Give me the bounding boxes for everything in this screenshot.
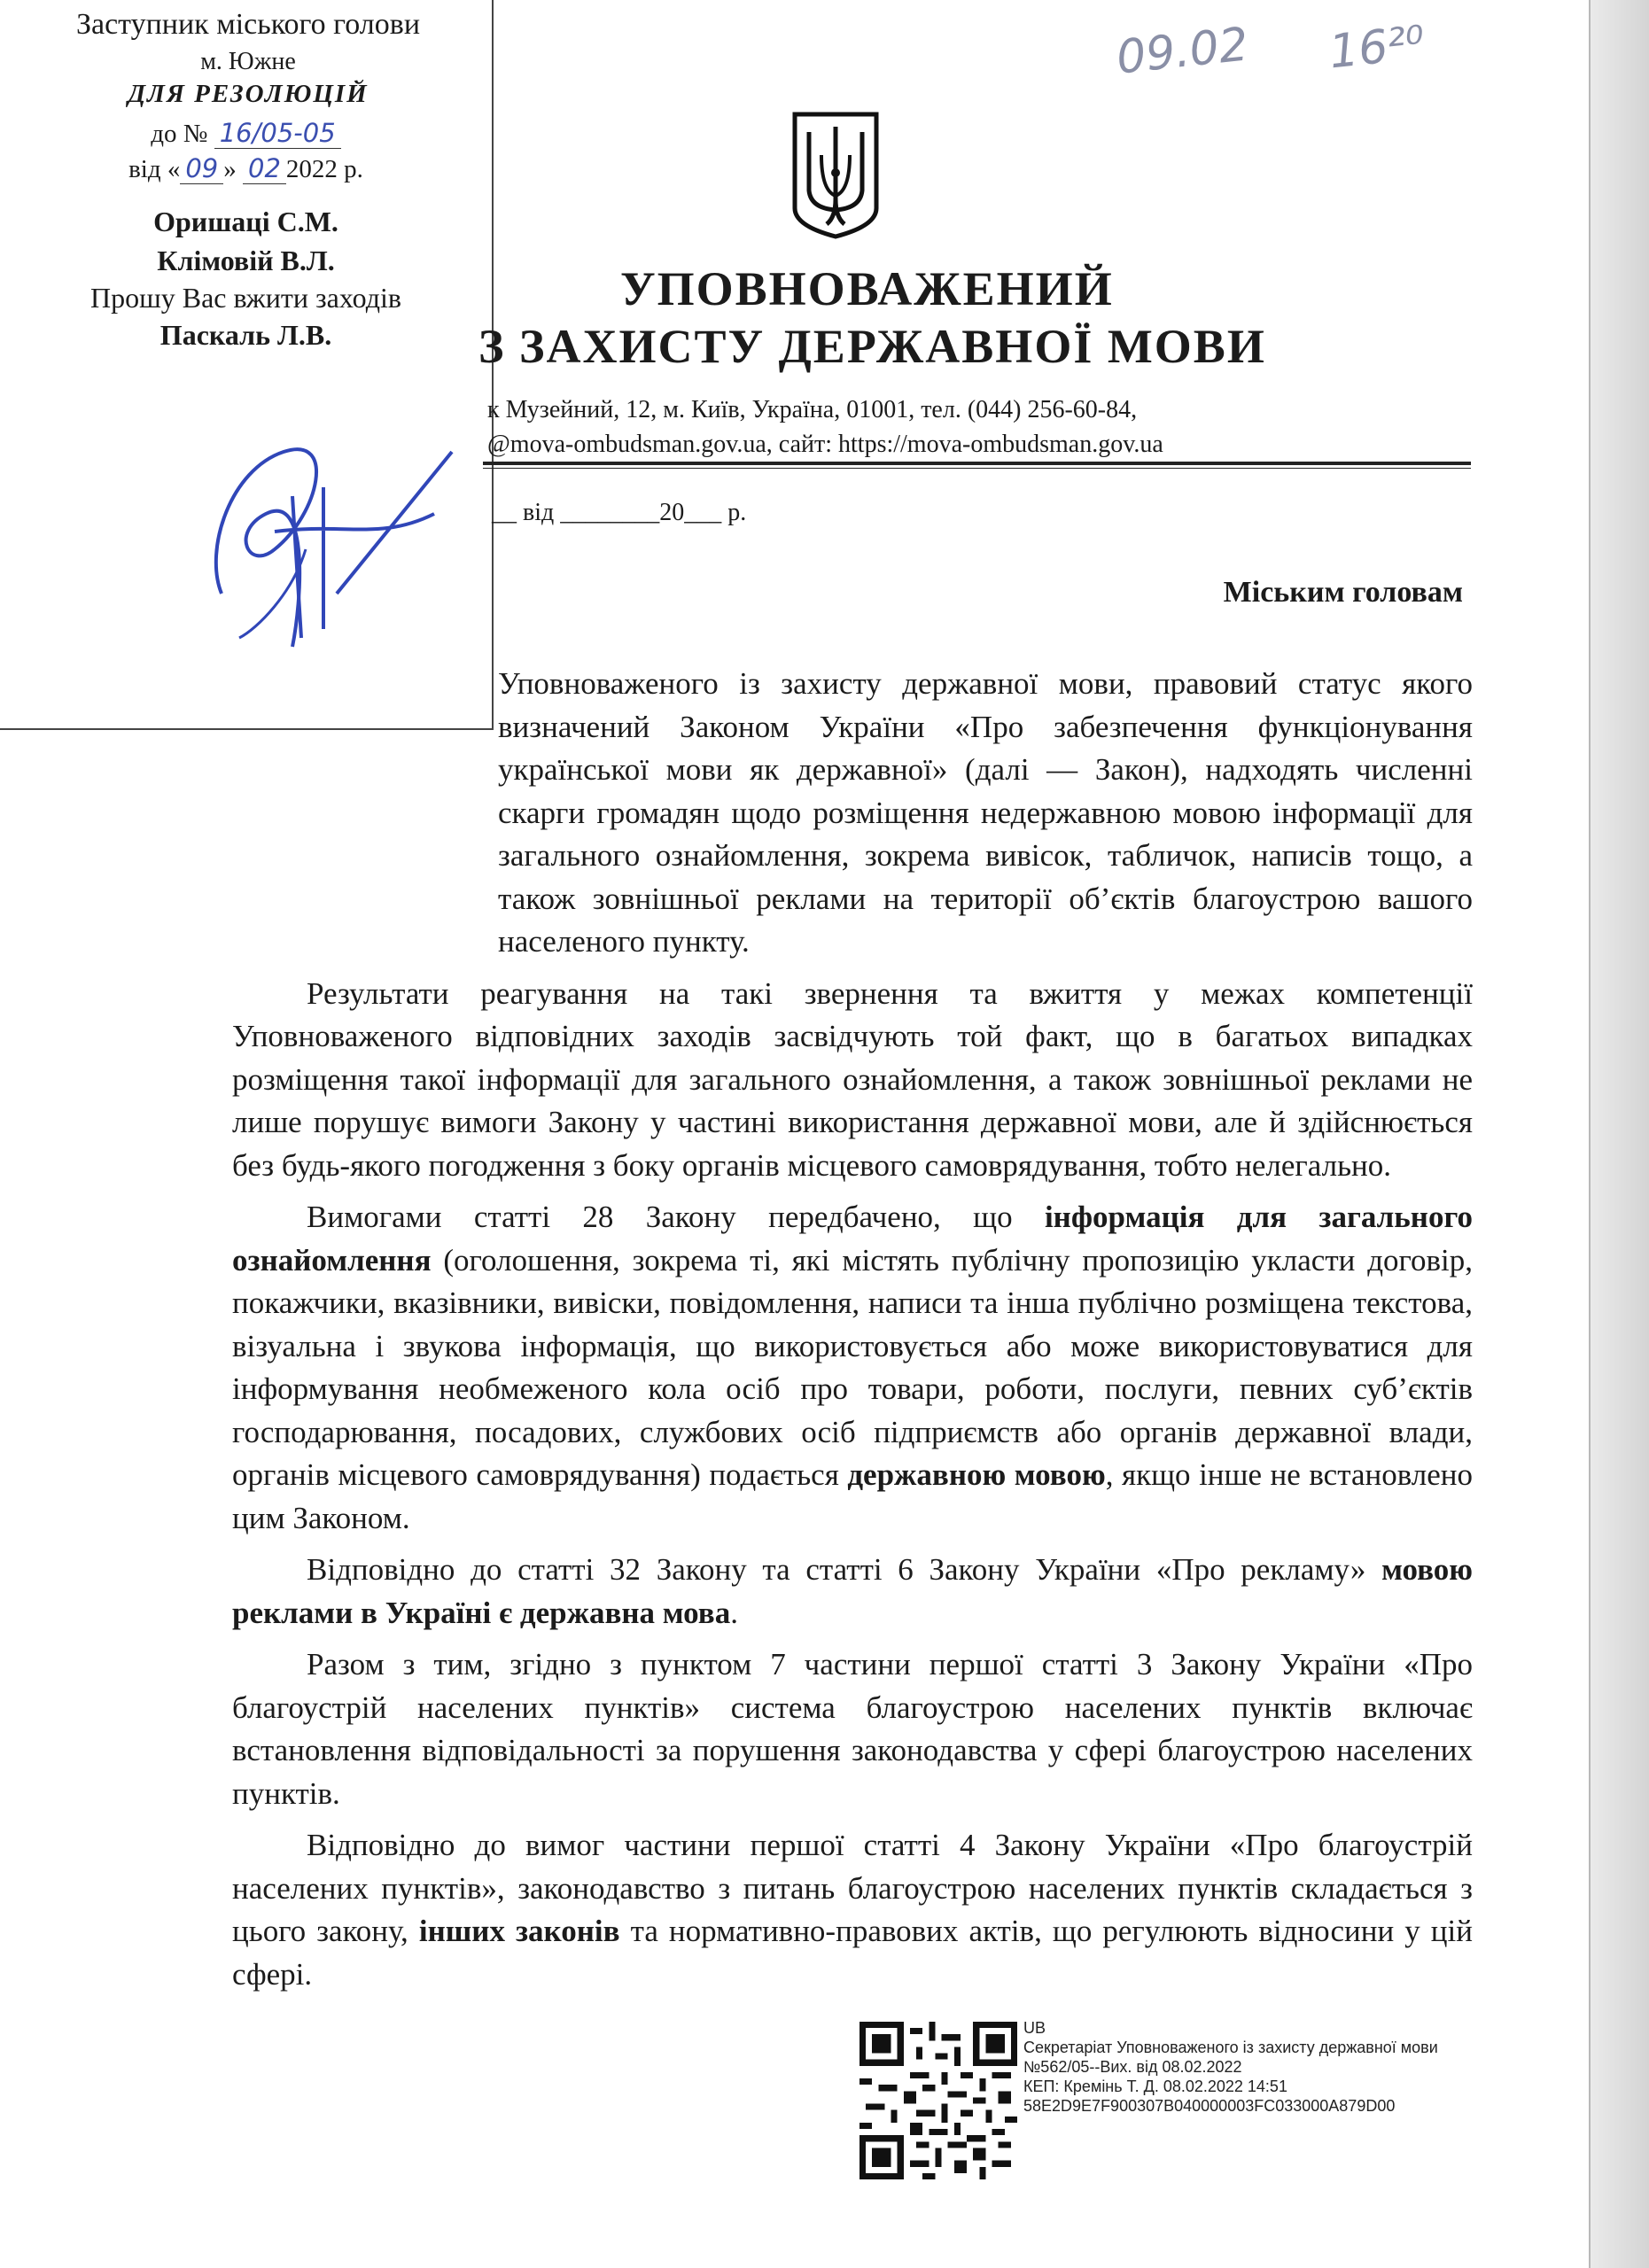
paragraph-3-text-c: , якщо інше не встановлено цим Законом.: [232, 1457, 1474, 1535]
e-signature-line-4: 58E2D9E7F900307B040000003FC033000A879D00: [1023, 2097, 1396, 2115]
received-date-handwritten: 09.02: [1114, 18, 1251, 85]
stamp-date-suffix: 2022 р.: [285, 155, 363, 183]
letterhead-rule-thick: [483, 462, 1471, 465]
org-name-line-1: УПОВНОВАЖЕНИЙ: [620, 262, 1114, 315]
paragraph-1: Уповноваженого із захисту державної мови, правовий статус якого визначений Законом України «Про забезпечення функціонування української мови як державної» (далі — Закон), надходять численні скарги громадян щодо розміщення недержавною мовою інформації для загального ознайомлення, зокрема вивісок, табличок, написів тощо, а також зовнішньої реклами на території об’єктів благоустрою вашого населеного пункту.: [498, 666, 1473, 959]
stamp-addressee-1: Оришаці С.М.: [153, 206, 338, 237]
org-name-line-2: З ЗАХИСТУ ДЕРЖАВНОЇ МОВИ: [478, 320, 1266, 373]
paragraph-4-text-b: .: [730, 1595, 738, 1630]
org-address-line-2: @mova-ombudsman.gov.ua, сайт: https://mova-ombudsman.gov.ua: [487, 431, 1163, 458]
received-time-handwritten: 16²⁰: [1326, 16, 1427, 80]
paragraph-4-text-a: Відповідно до статті 32 Закону та статті 6 Закону України «Про рекламу»: [307, 1552, 1382, 1587]
trident-emblem-icon: [791, 111, 880, 239]
paragraph-3-bold-b: державною мовою: [847, 1457, 1106, 1492]
letter-addressee: Міським головам: [1223, 576, 1463, 609]
stamp-date-month: 02: [243, 153, 286, 184]
stamp-number-value: 16/05-05: [214, 118, 341, 149]
qr-code-icon: [860, 2022, 1017, 2179]
stamp-instruction: Прошу Вас вжити заходів: [89, 282, 401, 314]
resolution-stamp: [0, 0, 494, 730]
stamp-resolution-label: ДЛЯ РЕЗОЛЮЦІЙ: [128, 80, 369, 108]
stamp-addressee-3: Паскаль Л.В.: [159, 319, 332, 351]
paragraph-3-text-b: (оголошення, зокрема ті, які містять публічну пропозицію укласти договір, покажчики, вказівники, вивіски, повідомлення, написи та інша публічно розміщена текстова, візуальна і звукова інформація, що використовується або може використовуватися для інформування необмеженого кола осіб про товари, роботи, послуги, певних суб’єктів господарювання, посадових, службових осіб підприємств або органів державної влади, органів місцевого самоврядування) подається: [232, 1242, 1473, 1492]
letter-body: [232, 663, 1473, 2005]
org-address-line-1: к Музейний, 12, м. Київ, Україна, 01001, тел. (044) 256-60-84,: [487, 396, 1138, 423]
stamp-number-row: [0, 115, 492, 151]
stamp-city: м. Южне: [200, 48, 296, 75]
e-signature-block: [1023, 2018, 1438, 2116]
paragraph-5: Разом з тим, згідно з пунктом 7 частини першої статті 3 Закону України «Про благоустрій населених пунктів» система благоустрою населених пунктів включає встановлення відповідальності за порушення законодавства у сфері благоустрою населених пунктів.: [232, 1647, 1473, 1811]
stamp-date-prefix: від «: [128, 155, 181, 183]
stamp-number-prefix: до №: [151, 120, 208, 148]
handwritten-signature: [168, 416, 461, 664]
e-signature-line-2: №562/05--Вих. від 08.02.2022: [1023, 2058, 1242, 2076]
stamp-date-row: [0, 151, 492, 187]
e-signature-line-1: Секретаріат Уповноваженого із захисту державної мови: [1023, 2039, 1438, 2056]
letterhead-rule-thin: [483, 468, 1471, 469]
stamp-date-day: 09: [180, 153, 223, 184]
paragraph-3-text-a: Вимогами статті 28 Закону передбачено, що: [307, 1200, 1045, 1234]
stamp-date-mid: »: [223, 155, 237, 183]
paragraph-6-text-a: Відповідно до вимог частини першої статті 4 Закону України «Про благоустрій населених пунктів», законодавство з питань благоустрою населених пунктів складається з цього закону,: [232, 1828, 1473, 1948]
paragraph-3-bold-a: інформація для загального ознайомлення: [232, 1200, 1473, 1278]
e-signature-line-3: КЕП: Кремінь Т. Д. 08.02.2022 14:51: [1023, 2078, 1287, 2095]
paragraph-4-bold: мовою реклами в Україні є державна мова: [232, 1552, 1473, 1630]
paragraph-6-bold: інших законів: [418, 1914, 620, 1948]
scan-edge: [1589, 0, 1649, 2268]
outgoing-reference: __ від ________20___ р.: [492, 499, 747, 526]
paragraph-3: [232, 1196, 1473, 1540]
paragraph-4: [232, 1549, 1473, 1635]
paragraph-6-text-b: та нормативно-правових актів, що регулюють відносини у цій сфері.: [232, 1914, 1473, 1992]
paragraph-2: Результати реагування на такі звернення та вжиття у межах компетенції Уповноваженого відповідних заходів засвідчують той факт, що в багатьох випадках розміщення такої інформації для загального ознайомлення, а також зовнішньої реклами не лише порушує вимоги Закону у частині використання державної мови, але й здійснюється без будь-якого погодження з боку органів місцевого самоврядування, тобто нелегально.: [232, 975, 1473, 1183]
stamp-title: Заступник міського голови: [75, 8, 421, 41]
stamp-addressee-2: Клімовій В.Л.: [157, 245, 335, 276]
e-signature-label: UB: [1023, 2019, 1046, 2037]
paragraph-6: [232, 1824, 1473, 1996]
